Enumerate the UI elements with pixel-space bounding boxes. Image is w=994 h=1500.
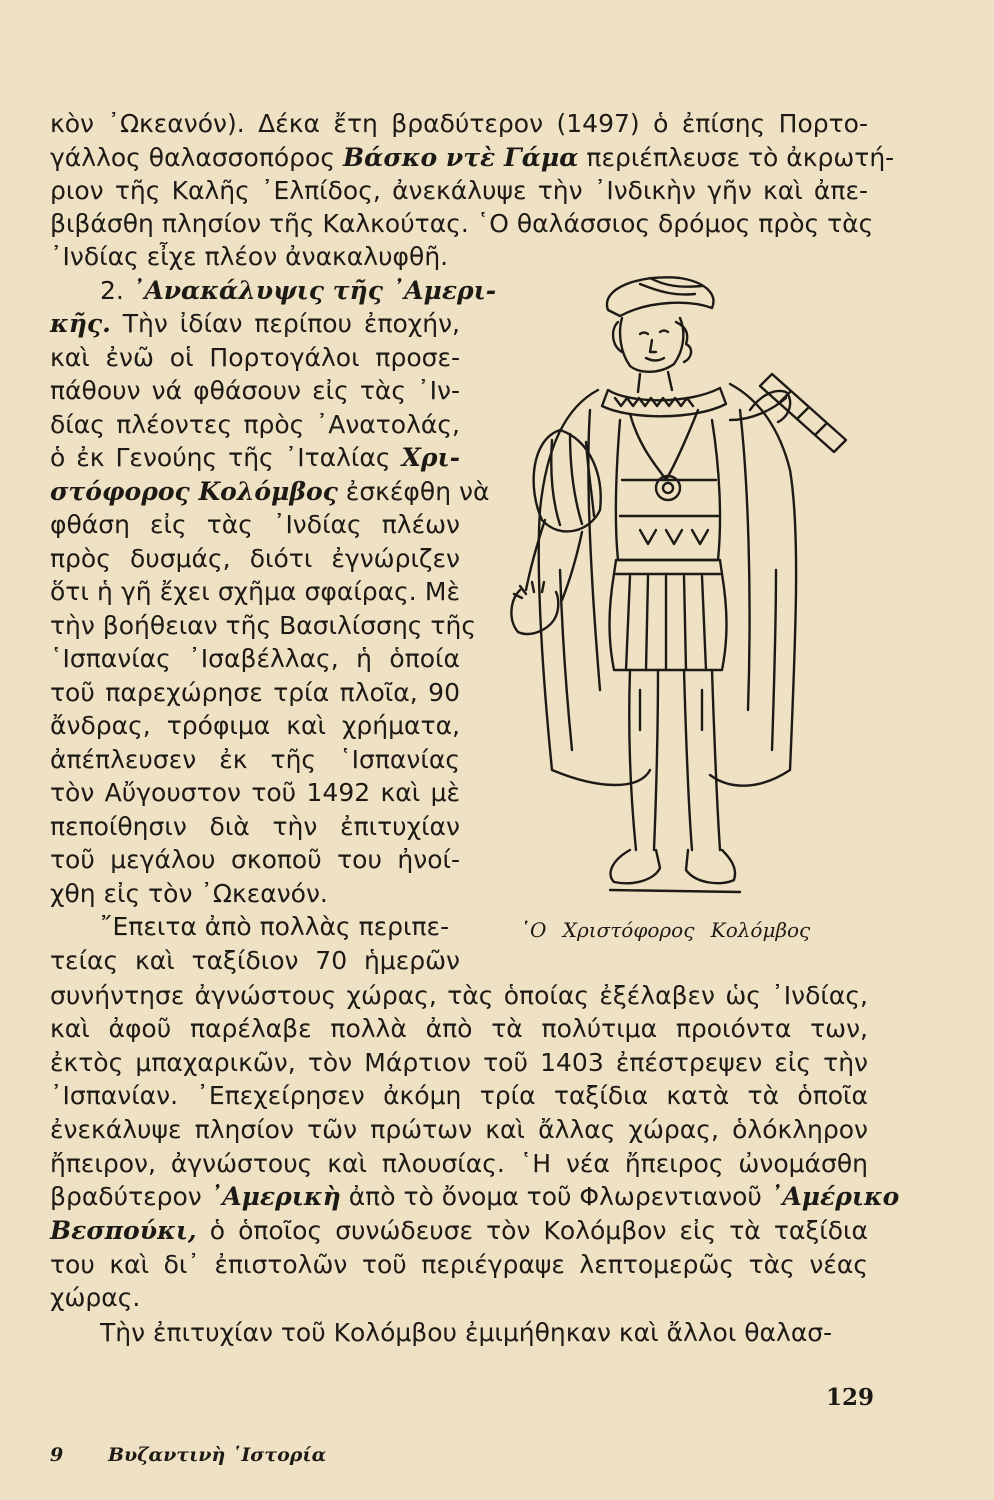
text-run: χθη εἰς τὸν ᾿Ωκεανόν. [50,879,328,908]
text-line [50,341,460,375]
text-line [50,475,490,509]
text-line [50,810,460,844]
text-run: γάλλος θαλασσοπόρος [50,143,343,172]
page-number: 129 [826,1384,875,1411]
text-run: καὶ ἐνῶ οἱ Πορτογάλοι προσε- [50,343,460,372]
text-run: ὁ ἐκ Γενούης τῆς ᾿Ιταλίας [50,443,402,472]
text-line [50,1113,868,1147]
text-run: ὁ ὁποῖος συνώδευσε τὸν Κολόμβον εἰς τὰ ταξίδια [196,1216,868,1245]
text-run: Τὴν ἰδίαν περίπου ἐποχήν, [110,309,460,338]
text-line [50,776,460,810]
text-run: κὸν ᾿Ωκεανόν). Δέκα ἔτη βραδύτερον (1497) ὁ ἐπίσης Πορτο- [50,109,868,138]
text-line [50,1180,900,1214]
text-run: τὸν Αὔγουστον τοῦ 1492 καὶ μὲ [50,778,460,807]
text-line [50,1147,868,1181]
text-run: φθάση εἰς τὰς ᾿Ινδίας πλέων [50,510,460,539]
text-run: πάθουν νά φθάσουν εἰς τὰς ᾿Ιν- [50,376,460,405]
text-line [50,107,868,141]
text-line [50,575,460,609]
text-run: τείας καὶ ταξίδιον 70 ἡμερῶν [50,946,460,975]
text-line [50,441,460,475]
text-line [50,207,874,241]
text-line [50,1046,868,1080]
text-run: ἤπειρον, ἀγνώστους καὶ πλουσίας. ῾Η νέα ἤπειρος ὠνομάσθη [50,1149,868,1178]
text-line [50,843,460,877]
text-line [50,1214,868,1248]
emphasis-name: Βεσπούκι, [50,1216,197,1245]
text-line [50,1248,868,1282]
text-run: ἐκτὸς μπαχαρικῶν, τὸν Μάρτιον τοῦ 1403 ἐπέστρεψεν εἰς τὴν [50,1048,868,1077]
text-run: του καὶ δι᾿ ἐπιστολῶν τοῦ περιέγραψε λεπτομερῶς τὰς νέας [50,1250,868,1279]
emphasis-name: ᾿Ανακάλυψις τῆς ᾿Αμερι- [131,276,497,305]
text-line [50,676,460,710]
emphasis-name: ᾿Αμέρικο [769,1182,900,1211]
text-run: πρὸς δυσμάς, διότι ἐγνώριζεν [50,544,460,573]
emphasis-name: Χρι- [401,443,460,472]
text-run: Τὴν ἐπιτυχίαν τοῦ Κολόμβου ἐμιμήθηκαν καὶ ἄλλοι θαλασ- [100,1318,833,1347]
text-run: ῎Επειτα ἀπὸ πολλὰς περιπε- [100,912,450,941]
text-run: συνήντησε ἀγνώστους χώρας, τὰς ὁποίας ἐξέλαβεν ὡς ᾿Ινδίας, [50,981,868,1010]
columbus-illustration [490,270,860,910]
text-line [50,642,460,676]
text-run: ἀπέπλευσεν ἐκ τῆς ῾Ισπανίας [50,745,460,774]
text-run: τοῦ παρεχώρησε τρία πλοῖα, 90 [50,678,460,707]
text-run: ριον τῆς Καλῆς ᾿Ελπίδος, ἀνεκάλυψε τὴν ᾿Ινδικὴν γῆν καὶ ἀπε- [50,176,868,205]
text-line [50,1012,868,1046]
text-line [50,307,460,341]
emphasis-name: Βάσκο ντὲ Γάμα [342,143,579,172]
text-run: ὅτι ἡ γῆ ἔχει σχῆμα σφαίρας. Μὲ [50,577,460,606]
text-line [100,1316,868,1350]
text-run: καὶ ἀφοῦ παρέλαβε πολλὰ ἀπὸ τὰ πολύτιμα προιόντα των, [50,1014,868,1043]
footer-title: Βυζαντινὴ ῾Ιστορία [108,1444,327,1466]
text-line [100,274,497,308]
text-run: ᾿Ισπανίαν. ᾿Επεχείρησεν ἀκόμη τρία ταξίδια κατὰ τὰ ὁποῖα [50,1081,868,1110]
text-run: τοῦ μεγάλου σκοποῦ του ἠνοί- [50,845,460,874]
text-run: τὴν βοήθειαν τῆς Βασιλίσσης τῆς [50,611,476,640]
emphasis-name: κῆς. [50,309,111,338]
text-line [50,609,476,643]
text-line [50,240,460,274]
footer-signature: 9 [50,1444,64,1466]
text-line [50,408,460,442]
text-line [50,1281,868,1315]
text-run: ῾Ισπανίας ᾿Ισαβέλλας, ἡ ὁποία [50,644,460,673]
text-line [50,979,868,1013]
text-line [50,709,460,743]
text-run: 2. [100,276,132,305]
text-line [50,174,868,208]
text-run: ἐσκέφθη νὰ [337,477,490,506]
text-run: πεποίθησιν διὰ τὴν ἐπιτυχίαν [50,812,460,841]
text-run: χώρας. [50,1283,141,1312]
text-run: ἄνδρας, τρόφιμα καὶ χρήματα, [50,711,460,740]
text-line [50,374,460,408]
text-line [50,877,460,911]
text-run: βιβάσθη πλησίον τῆς Καλκούτας. ῾Ο θαλάσσιος δρόμος πρὸς τὰς [50,209,874,238]
text-run: ἐνεκάλυψε πλησίον τῶν πρώτων καὶ ἄλλας χώρας, ὁλόκληρον [50,1115,868,1144]
text-line [100,910,460,944]
text-line [50,743,460,777]
text-line [50,141,895,175]
emphasis-name: στόφορος Κολόμβος [50,477,338,506]
figure-caption: ῾Ο Χριστόφορος Κολόμβος [520,918,811,942]
text-line [50,944,460,978]
text-line [50,542,460,576]
emphasis-name: ᾿Αμερικὴ [209,1182,341,1211]
text-run: ᾿Ινδίας εἶχε πλέον ἀνακαλυφθῆ. [50,242,449,271]
text-run: βραδύτερον [50,1182,210,1211]
text-line [50,508,460,542]
text-run: δίας πλέοντες πρὸς ᾿Ανατολάς, [50,410,460,439]
text-run: περιέπλευσε τὸ ἀκρωτή- [578,143,895,172]
text-run: ἀπὸ τὸ ὄνομα τοῦ Φλωρεντιανοῦ [340,1182,770,1211]
text-line [50,1079,868,1113]
